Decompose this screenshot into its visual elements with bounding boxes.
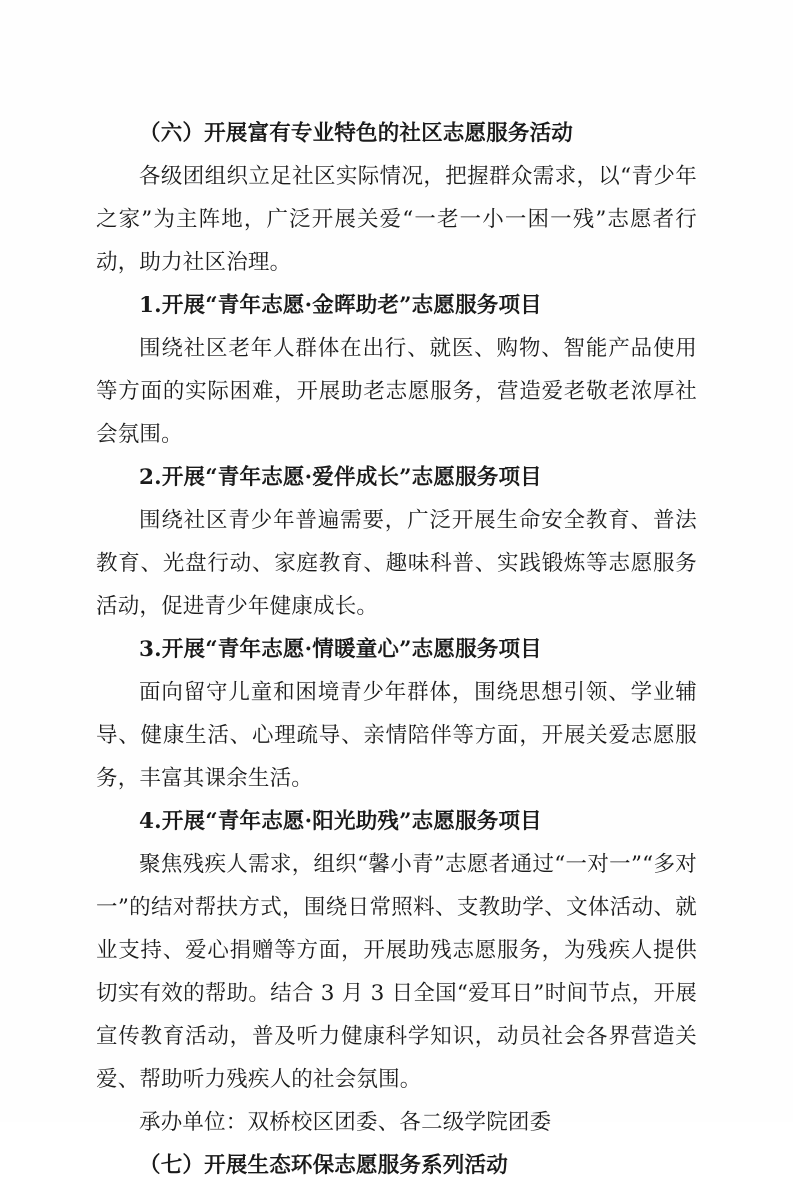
- paragraph-item-1: 围绕社区老年人群体在出行、就医、购物、智能产品使用等方面的实际困难，开展助老志愿服务，营造爱老敬老浓厚社会氛围。: [96, 336, 697, 447]
- paragraph-item-2: 围绕社区青少年普遍需要，广泛开展生命安全教育、普法教育、光盘行动、家庭教育、趣味科普、实践锻炼等志愿服务活动，促进青少年健康成长。: [96, 508, 697, 619]
- subheading-item-3: 3.开展“青年志愿·情暖童心”志愿服务项目: [139, 637, 542, 662]
- paragraph-item-4: 聚焦残疾人需求，组织“馨小青”志愿者通过“一对一”“多对一”的结对帮扶方式，围绕日常照料、支教助学、文体活动、就业支持、爱心捐赠等方面，开展助残志愿服务，为残疾人提供切实有效的帮助。结合 3 月 3 日全国“爱耳日”时间节点，开展宣传教育活动，普及听力健康科学知识，动员社会各界营造关爱、帮助听力残疾人的社会氛围。: [96, 852, 697, 1092]
- paragraph-section-six-intro: 各级团组织立足社区实际情况，把握群众需求，以“青少年之家”为主阵地，广泛开展关爱“一老一小一困一残”志愿者行动，助力社区治理。: [96, 164, 697, 275]
- subheading-item-2: 2.开展“青年志愿·爱伴成长”志愿服务项目: [139, 465, 542, 490]
- subheading-item-4: 4.开展“青年志愿·阳光助残”志愿服务项目: [139, 809, 542, 834]
- document-body: [96, 112, 697, 1187]
- section-heading-seven: （七）开展生态环保志愿服务系列活动: [139, 1153, 508, 1178]
- subheading-item-1: 1.开展“青年志愿·金晖助老”志愿服务项目: [139, 293, 542, 318]
- paragraph-item-3: 面向留守儿童和困境青少年群体，围绕思想引领、学业辅导、健康生活、心理疏导、亲情陪伴等方面，开展关爱志愿服务，丰富其课余生活。: [96, 680, 697, 791]
- paragraph-organizer-units: 承办单位：双桥校区团委、各二级学院团委: [139, 1110, 552, 1135]
- section-heading-six: （六）开展富有专业特色的社区志愿服务活动: [139, 121, 574, 146]
